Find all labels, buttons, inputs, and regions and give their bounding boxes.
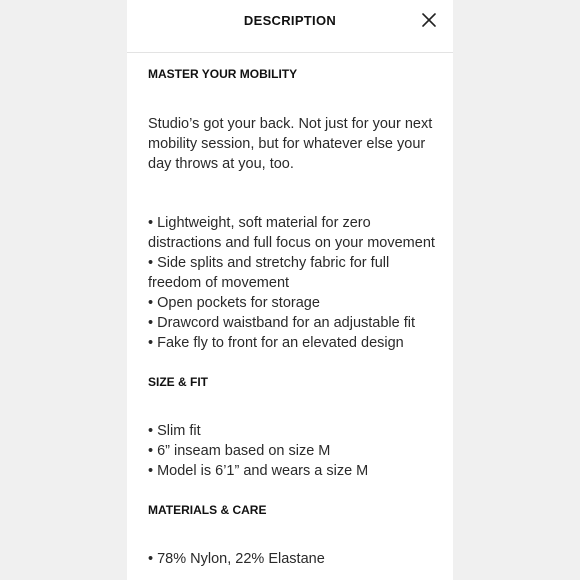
mobility-feature-list (148, 213, 438, 353)
list-item: • Lightweight, soft material for zero distractions and full focus on your movement (148, 215, 435, 251)
section-heading-mobility: MASTER YOUR MOBILITY (148, 67, 298, 81)
description-panel (127, 0, 453, 580)
section-heading-size-fit: SIZE & FIT (148, 375, 208, 389)
list-item: • Side splits and stretchy fabric for full freedom of movement (148, 255, 390, 291)
intro-paragraph: Studio’s got your back. Not just for your next mobility session, but for whatever else your day throws at you, too. (148, 116, 433, 172)
list-item: • Drawcord waistband for an adjustable fit (148, 315, 416, 331)
list-item: • Open pockets for storage (148, 295, 320, 311)
list-item: • Slim fit (148, 423, 201, 439)
close-icon (421, 12, 437, 28)
list-item: • 78% Nylon, 22% Elastane (148, 551, 325, 567)
size-fit-list (148, 421, 438, 481)
list-item: • 6” inseam based on size M (148, 443, 331, 459)
materials-list (148, 549, 438, 569)
section-heading-materials: MATERIALS & CARE (148, 503, 267, 517)
panel-header (127, 0, 453, 53)
panel-title: DESCRIPTION (243, 13, 337, 28)
list-item: • Model is 6’1” and wears a size M (148, 463, 369, 479)
list-item: • Fake fly to front for an elevated design (148, 335, 404, 351)
close-button[interactable] (421, 12, 437, 28)
